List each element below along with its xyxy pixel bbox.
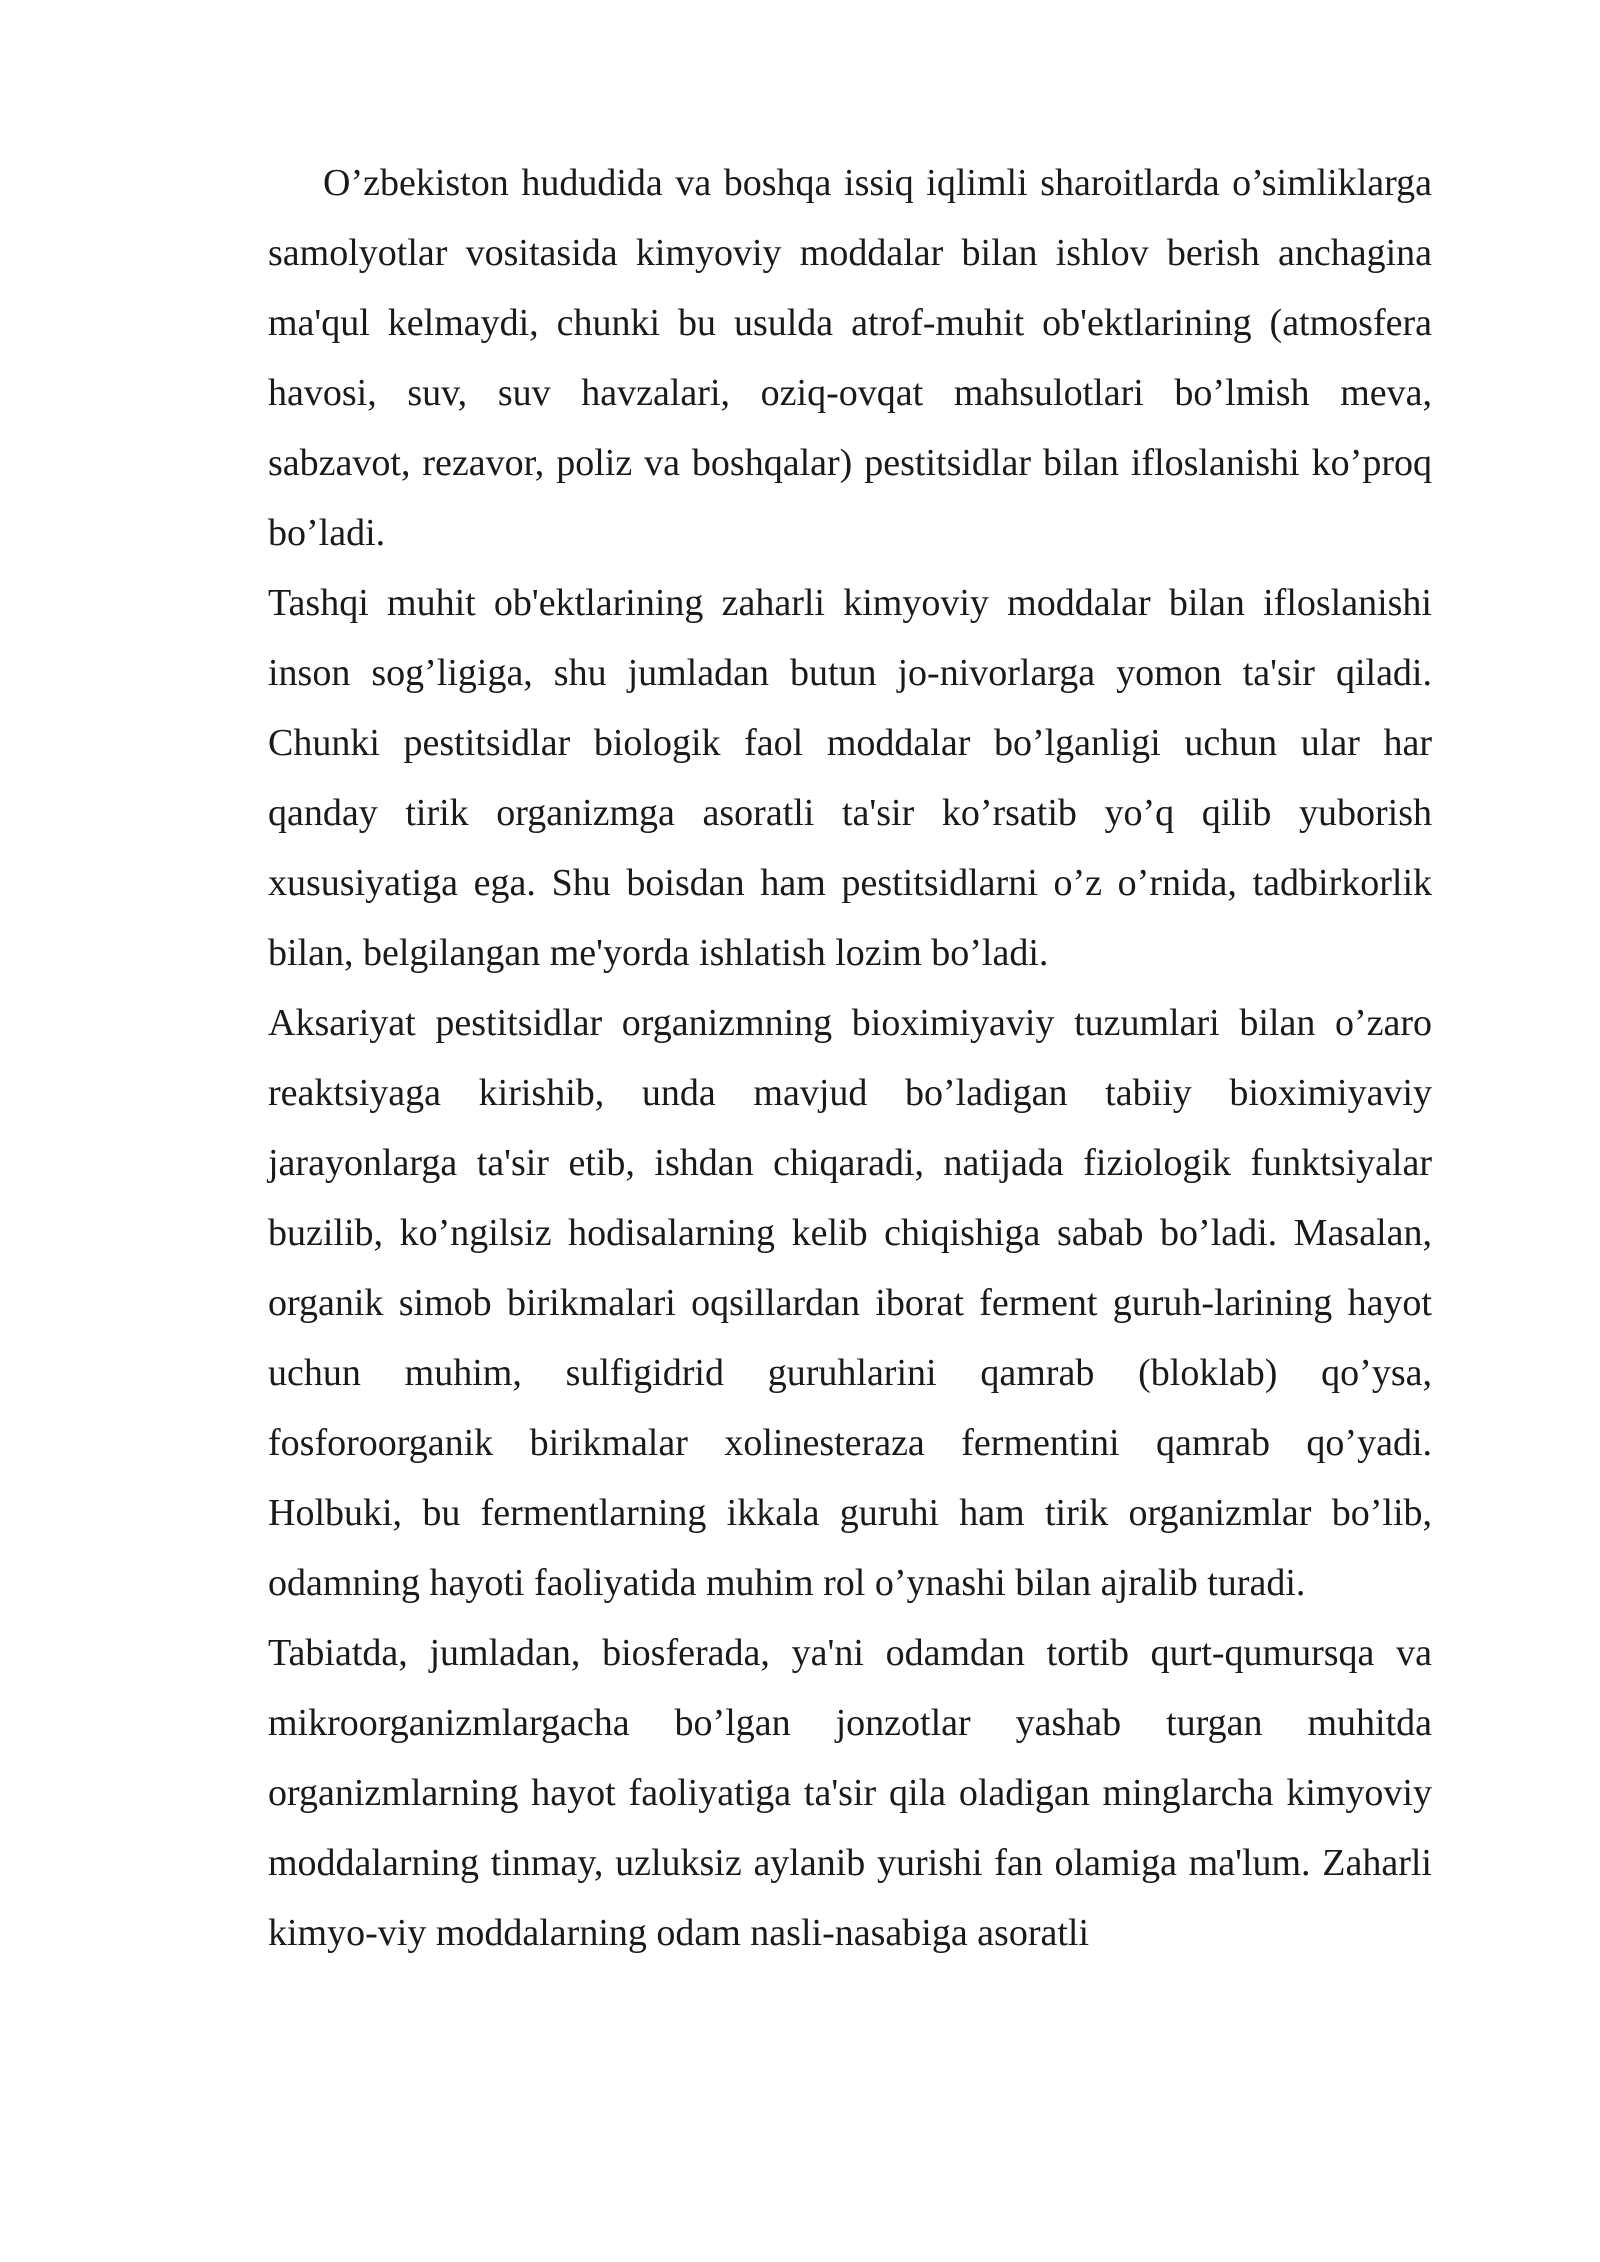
body-text <box>268 148 1432 1968</box>
paragraph: Tabiatda, jumladan, biosferada, ya'ni odamdan tortib qurt-qumursqa va mikroorganizmlargacha bo’lgan jonzotlar yashab turgan muhitda organizmlarning hayot faoliyatiga ta'sir qila oladigan minglarcha kimyoviy moddalarning tinmay, uzluksiz aylanib yurishi fan olamiga ma'lum. Zaharli kimyo-viy moddalarning odam nasli-nasabiga asoratli <box>268 1632 1432 1954</box>
paragraph: Tashqi muhit ob'ektlarining zaharli kimyoviy moddalar bilan ifloslanishi inson sog’ligiga, shu jumladan butun jo-nivorlarga yomon ta'sir qiladi. Chunki pestitsidlar biologik faol moddalar bo’lganligi uchun ular har qanday tirik organizmga asoratli ta'sir ko’rsatib yo’q qilib yuborish xususiyatiga ega. Shu boisdan ham pestitsidlarni o’z o’rnida, tadbirkorlik bilan, belgilangan me'yorda ishlatish lozim bo’ladi. <box>268 582 1432 974</box>
paragraph: Aksariyat pestitsidlar organizmning bioximiyaviy tuzumlari bilan o’zaro reaktsiyaga kirishib, unda mavjud bo’ladigan tabiiy bioximiyaviy jarayonlarga ta'sir etib, ishdan chiqaradi, natijada fiziologik funktsiyalar buzilib, ko’ngilsiz hodisalarning kelib chiqishiga sabab bo’ladi. Masalan, organik simob birikmalari oqsillardan iborat ferment guruh-larining hayot uchun muhim, sulfigidrid guruhlarini qamrab (bloklab) qo’ysa, fosforoorganik birikmalar xolinesteraza fermentini qamrab qo’yadi. Holbuki, bu fermentlarning ikkala guruhi ham tirik organizmlar bo’lib, odamning hayoti faoliyatida muhim rol o’ynashi bilan ajralib turadi. <box>268 1002 1432 1604</box>
paragraph: O’zbekiston hududida va boshqa issiq iqlimli sharoitlarda o’simliklarga samolyotlar vositasida kimyoviy moddalar bilan ishlov berish anchagina ma'qul kelmaydi, chunki bu usulda atrof-muhit ob'ektlarining (atmosfera havosi, suv, suv havzalari, oziq-ovqat mahsulotlari bo’lmish meva, sabzavot, rezavor, poliz va boshqalar) pestitsidlar bilan ifloslanishi ko’proq bo’ladi. <box>268 162 1432 554</box>
